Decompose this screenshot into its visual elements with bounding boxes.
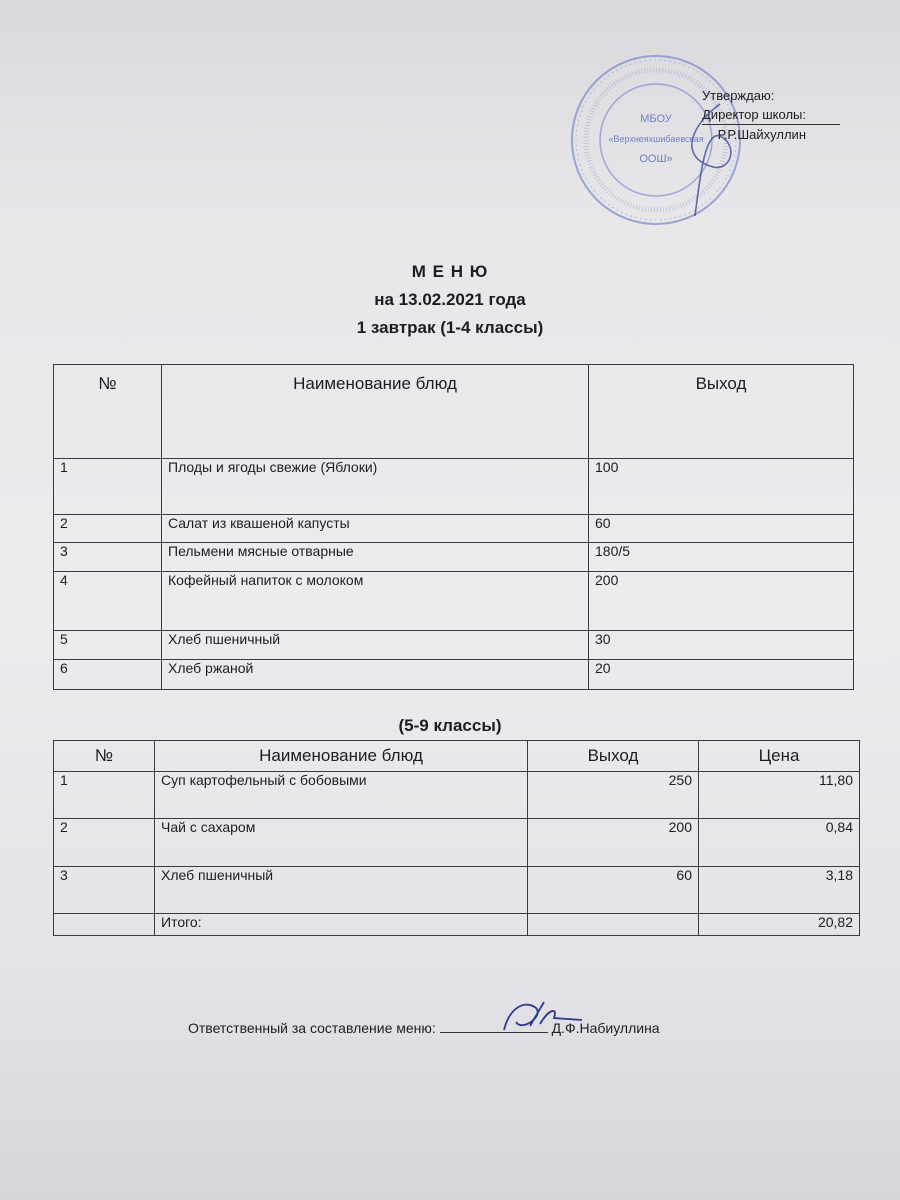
table-header-row bbox=[54, 741, 860, 772]
col-header-output: Выход bbox=[528, 741, 699, 772]
section-subtitle: (5-9 классы) bbox=[398, 716, 502, 735]
row-output: 180/5 bbox=[589, 543, 854, 572]
col-header-price: Цена bbox=[699, 741, 860, 772]
row-number: 4 bbox=[54, 572, 162, 631]
table-row bbox=[54, 772, 860, 819]
row-output: 20 bbox=[589, 660, 854, 690]
row-output: 250 bbox=[528, 772, 699, 819]
col-header-dish: Наименование блюд bbox=[155, 741, 528, 772]
document-date: на 13.02.2021 года bbox=[374, 290, 526, 309]
col-header-output: Выход bbox=[589, 365, 854, 459]
menu-table-5-9 bbox=[53, 740, 860, 936]
total-label: Итого: bbox=[155, 914, 528, 936]
row-output: 30 bbox=[589, 631, 854, 660]
table-row bbox=[54, 867, 860, 914]
row-dish: Плоды и ягоды свежие (Яблоки) bbox=[162, 459, 589, 515]
row-dish: Хлеб ржаной bbox=[162, 660, 589, 690]
col-header-number: № bbox=[54, 365, 162, 459]
row-price: 0,84 bbox=[699, 819, 860, 867]
stamp-text-line1: МБОУ bbox=[640, 113, 672, 125]
table-row bbox=[54, 459, 854, 515]
row-number: 1 bbox=[54, 459, 162, 515]
row-dish: Кофейный напиток с молоком bbox=[162, 572, 589, 631]
responsible-line bbox=[188, 1018, 660, 1036]
row-number: 2 bbox=[54, 515, 162, 543]
row-output: 200 bbox=[589, 572, 854, 631]
row-dish: Чай с сахаром bbox=[155, 819, 528, 867]
responsible-label: Ответственный за составление меню: bbox=[188, 1020, 436, 1036]
meal-title: 1 завтрак (1-4 классы) bbox=[356, 318, 544, 337]
row-output: 60 bbox=[528, 867, 699, 914]
table-row bbox=[54, 515, 854, 543]
table-row bbox=[54, 543, 854, 572]
row-number: 1 bbox=[54, 772, 155, 819]
total-empty-cell bbox=[528, 914, 699, 936]
row-number: 2 bbox=[54, 819, 155, 867]
row-dish: Салат из квашеной капусты bbox=[162, 515, 589, 543]
table-header-row bbox=[54, 365, 854, 459]
table-row bbox=[54, 819, 860, 867]
stamp-text-line3: ООШ» bbox=[639, 153, 673, 165]
row-dish: Пельмени мясные отварные bbox=[162, 543, 589, 572]
director-signature bbox=[650, 96, 770, 226]
row-output: 200 bbox=[528, 819, 699, 867]
table-total-row bbox=[54, 914, 860, 936]
row-number: 3 bbox=[54, 867, 155, 914]
row-dish: Хлеб пшеничный bbox=[162, 631, 589, 660]
row-number: 5 bbox=[54, 631, 162, 660]
approval-label: Утверждаю: bbox=[702, 88, 775, 103]
row-dish: Суп картофельный с бобовыми bbox=[155, 772, 528, 819]
col-header-dish: Наименование блюд bbox=[162, 365, 589, 459]
row-price: 11,80 bbox=[699, 772, 860, 819]
row-price: 3,18 bbox=[699, 867, 860, 914]
document-heading: М Е Н Ю bbox=[411, 262, 489, 281]
table-row bbox=[54, 660, 854, 690]
row-number: 3 bbox=[54, 543, 162, 572]
table-row bbox=[54, 572, 854, 631]
row-number: 6 bbox=[54, 660, 162, 690]
row-dish: Хлеб пшеничный bbox=[155, 867, 528, 914]
total-value: 20,82 bbox=[699, 914, 860, 936]
row-output: 100 bbox=[589, 459, 854, 515]
responsible-signature bbox=[496, 996, 586, 1038]
responsible-name: Д.Ф.Набиуллина bbox=[551, 1020, 660, 1036]
stamp-text-line2: «Верхнеяхшибаевская bbox=[608, 134, 704, 144]
approval-position: Директор школы: bbox=[702, 105, 840, 125]
approval-name: Р.Р.Шайхуллин bbox=[717, 127, 806, 142]
total-empty-cell bbox=[54, 914, 155, 936]
menu-table-1-4 bbox=[53, 364, 854, 690]
col-header-number: № bbox=[54, 741, 155, 772]
table-row bbox=[54, 631, 854, 660]
row-output: 60 bbox=[589, 515, 854, 543]
